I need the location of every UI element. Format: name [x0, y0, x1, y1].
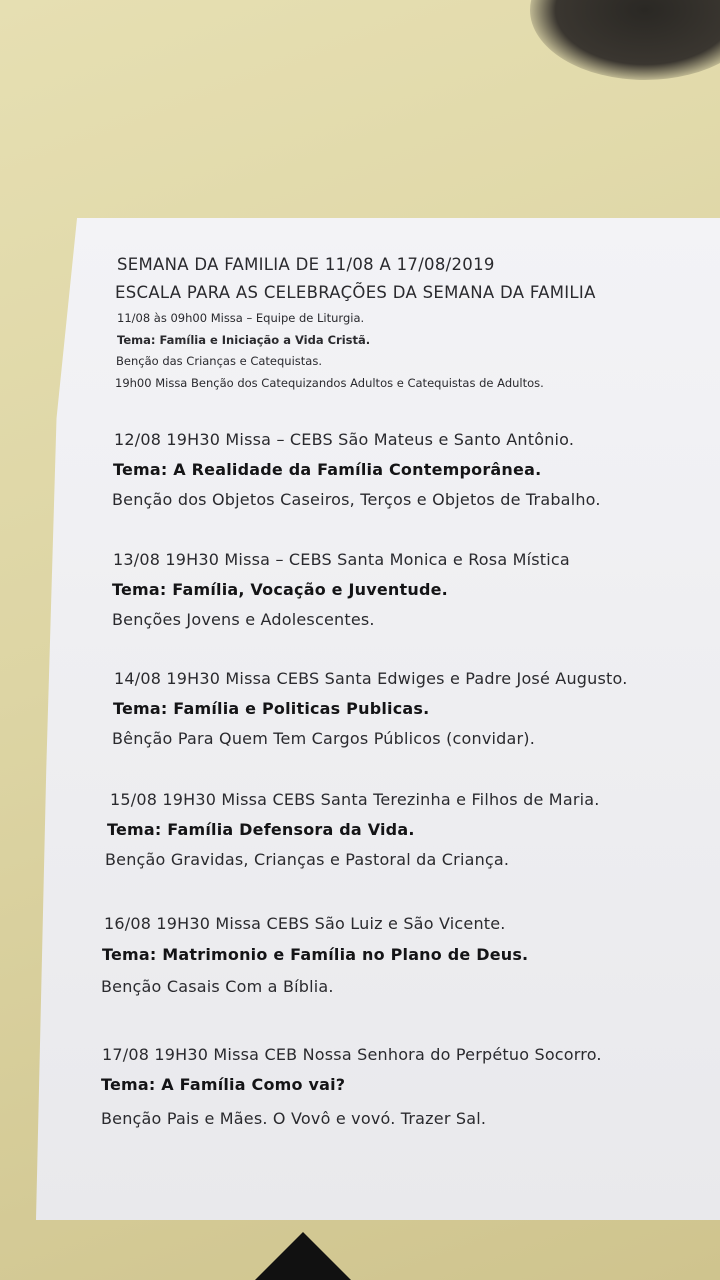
day15-tema: Tema: Família Defensora da Vida. — [107, 820, 415, 839]
day17-missa: 17/08 19H30 Missa CEB Nossa Senhora do Perpétuo Socorro. — [102, 1045, 602, 1064]
background-corner-shadow — [255, 1232, 351, 1280]
document-title: SEMANA DA FAMILIA DE 11/08 A 17/08/2019 — [117, 255, 495, 274]
day12-missa: 12/08 19H30 Missa – CEBS São Mateus e Santo Antônio. — [114, 430, 575, 449]
day13-tema: Tema: Família, Vocação e Juventude. — [112, 580, 448, 599]
day15-missa: 15/08 19H30 Missa CEBS Santa Terezinha e Filhos de Maria. — [110, 790, 600, 809]
day11-bencao: Benção das Crianças e Catequistas. — [116, 354, 322, 368]
document-subtitle: ESCALA PARA AS CELEBRAÇÕES DA SEMANA DA FAMILIA — [115, 283, 596, 302]
day16-missa: 16/08 19H30 Missa CEBS São Luiz e São Vicente. — [104, 914, 506, 933]
day14-tema: Tema: Família e Politicas Publicas. — [113, 699, 430, 718]
day12-tema: Tema: A Realidade da Família Contemporânea. — [113, 460, 542, 479]
day14-missa: 14/08 19H30 Missa CEBS Santa Edwiges e Padre José Augusto. — [114, 669, 628, 688]
day14-bencao: Bênção Para Quem Tem Cargos Públicos (convidar). — [112, 729, 536, 748]
day11-evening-missa: 19h00 Missa Benção dos Catequizandos Adultos e Catequistas de Adultos. — [115, 376, 544, 390]
day11-missa: 11/08 às 09h00 Missa – Equipe de Liturgia. — [117, 311, 365, 325]
day15-bencao: Benção Gravidas, Crianças e Pastoral da Criança. — [105, 850, 510, 869]
day16-tema: Tema: Matrimonio e Família no Plano de Deus. — [102, 945, 529, 964]
background-object-shadow — [530, 0, 720, 80]
day12-bencao: Benção dos Objetos Caseiros, Terços e Objetos de Trabalho. — [112, 490, 601, 509]
day13-bencao: Benções Jovens e Adolescentes. — [112, 610, 375, 629]
day16-bencao: Benção Casais Com a Bíblia. — [101, 977, 334, 996]
day17-bencao: Benção Pais e Mães. O Vovô e vovó. Trazer Sal. — [101, 1109, 487, 1128]
day11-tema: Tema: Família e Iniciação a Vida Cristã. — [117, 333, 371, 347]
day13-missa: 13/08 19H30 Missa – CEBS Santa Monica e Rosa Mística — [113, 550, 570, 569]
day17-tema: Tema: A Família Como vai? — [101, 1075, 346, 1094]
paper-sheet — [36, 218, 720, 1220]
